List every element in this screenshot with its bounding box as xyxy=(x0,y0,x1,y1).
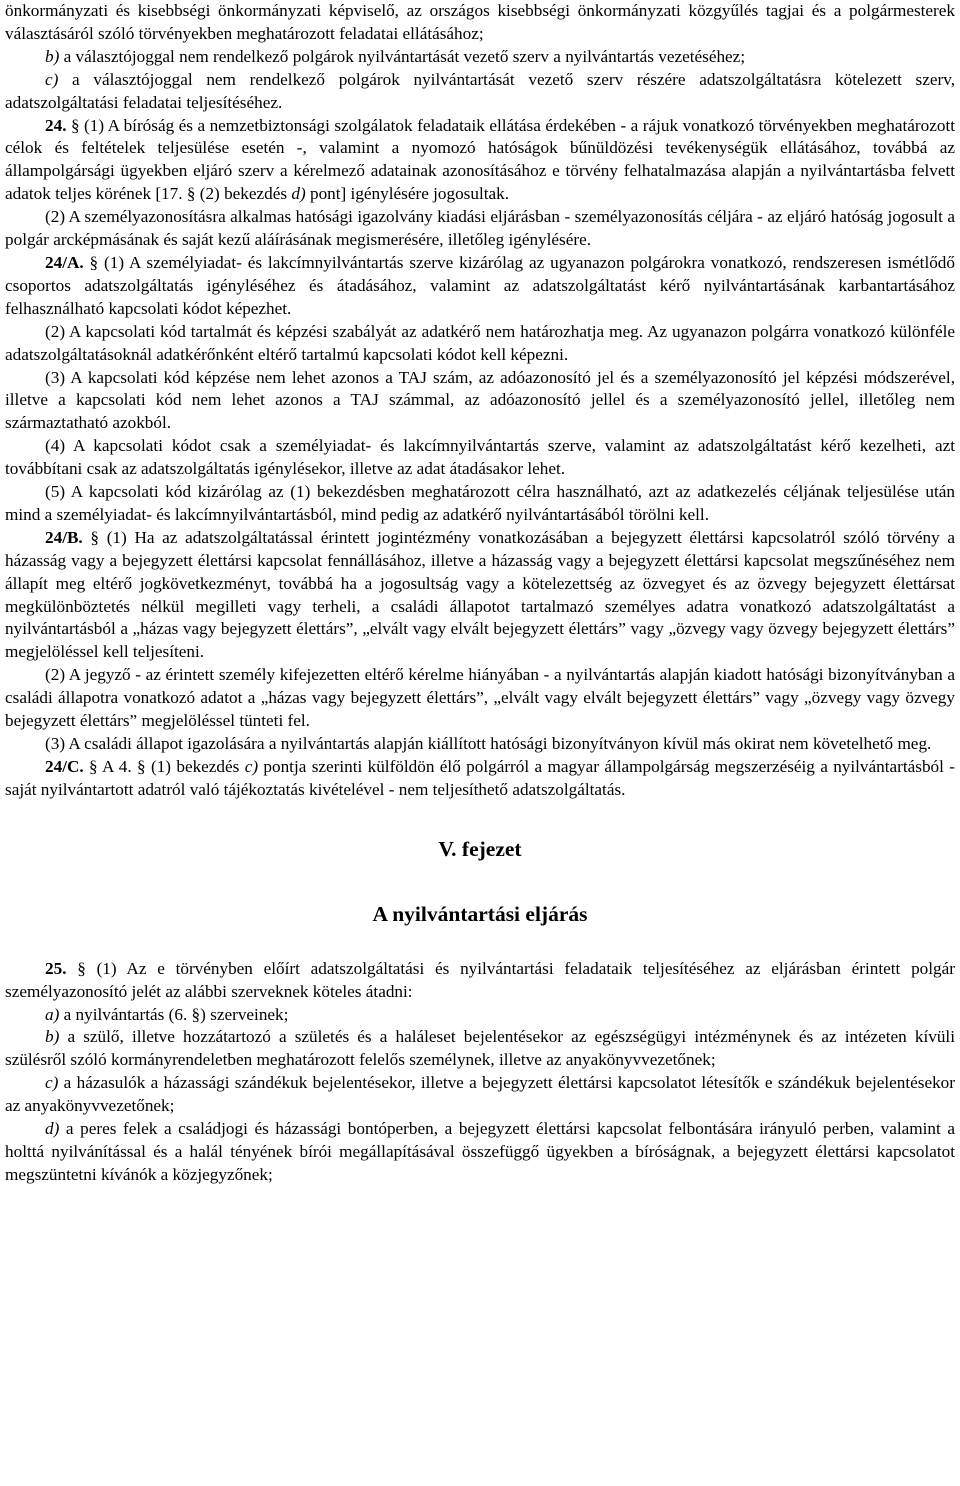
paragraph xyxy=(5,664,955,733)
point-label: c) xyxy=(45,69,59,89)
paragraph xyxy=(5,435,955,481)
section-number: 24/B. xyxy=(45,527,83,547)
paragraph-text: pont] igénylésére jogosultak. xyxy=(305,184,510,204)
paragraph xyxy=(5,69,955,115)
paragraph xyxy=(5,206,955,252)
section-number: 24. xyxy=(45,115,67,135)
paragraph-text: (5) A kapcsolati kód kizárólag az (1) bekezdésben meghatározott célra használható, azt az adatkezelés céljának teljesülése után mind a személyiadat- és lakcímnyilvántartásból, mind pedig az adatkérő nyilvántartásából törölni kell. xyxy=(5,482,955,524)
section-after-chapter xyxy=(5,958,955,1187)
chapter-number: V. fejezet xyxy=(438,836,522,861)
paragraph xyxy=(5,1004,955,1027)
paragraph-text: § (1) A bíróság és a nemzetbiztonsági szolgálatok feladataik ellátása érdekében - a rájuk vonatkozó törvényekben meghatározott célok és feltételek teljesülése esetén -, valamint a nyomozó hatóságok bűnüldözési tevékenységük ellátásához, továbbá az állampolgársági ügyekben eljáró szerv a kérelmező adatainak azonosításához e törvény felhatalmazása alapján a nyilvántartásba felvett adatok teljes körének [17. § (2) bekezdés xyxy=(5,115,955,204)
point-label: b) xyxy=(45,1027,60,1047)
paragraph-text: § (1) Ha az adatszolgáltatással érintett jogintézmény vonatkozásában a bejegyzett élettársi kapcsolatról szóló törvény a házasság vagy a bejegyzett élettársi kapcsolat fennállásához, illetve a házasság vagy a bejegyzett élettársi kapcsolat megszűnéséhez nem állapít meg eltérő jogkövetkezményt, továbbá ha a jogosultság vagy a kötelezettség az özvegyet és az özvegy bejegyzett élettársat megkülönböztetés nélkül megilleti vagy terheli, a családi állapotot tartalmazó személyes adatra vonatkozó adatszolgáltatást a nyilvántartásból a „házas vagy bejegyzett élettárs”, „elvált vagy elvált bejegyzett élettárs” vagy „özvegy vagy özvegy bejegyzett élettárs” megjelöléssel kell teljesíteni. xyxy=(5,527,955,662)
paragraph xyxy=(5,0,955,46)
paragraph-text: § A 4. § (1) bekezdés xyxy=(83,756,245,776)
paragraph xyxy=(5,1118,955,1187)
paragraph xyxy=(5,115,955,207)
paragraph-text: a szülő, illetve hozzátartozó a születés és a haláleset bejelentésekor az egészségügyi intézménynek és az intézeten kívüli szülésről szóló kormányrendeletben meghatározott felelős személynek, illetve az anyakönyvvezetőnek; xyxy=(5,1027,955,1070)
chapter-title: A nyilvántartási eljárás xyxy=(372,901,588,926)
paragraph-text: a peres felek a családjogi és házassági bontóperben, a bejegyzett élettársi kapcsolat felbontására irányuló perben, valamint a holttá nyilvánítással és a halál tényének bírói megállapításával összefüggő ügyekben a bíróságnak, a bejegyzett élettársi kapcsolatot megszüntetni kívánók a közjegyzőnek; xyxy=(5,1119,955,1184)
point-label: b) xyxy=(45,46,60,66)
paragraph xyxy=(5,756,955,802)
paragraph xyxy=(5,46,955,69)
paragraph xyxy=(5,733,955,756)
paragraph xyxy=(5,958,955,1004)
paragraph xyxy=(5,252,955,321)
section-number: 24/A. xyxy=(45,252,84,272)
paragraph xyxy=(5,321,955,367)
paragraph-text: (2) A kapcsolati kód tartalmát és képzési szabályát az adatkérő nem határozhatja meg. Az ugyanazon polgárra vonatkozó különféle adatszolgáltatásoknál adatkérőnként eltérő tartalmú kapcsolati kódot kell képezni. xyxy=(5,321,955,364)
section-number: 25. xyxy=(45,958,67,978)
paragraph-text: a házasulók a házassági szándékuk bejelentésekor, illetve a bejegyzett élettársi kapcsolatot létesítők e szándékuk bejelentésekor az anyakönyvvezetőnek; xyxy=(5,1073,955,1116)
paragraph xyxy=(5,527,955,664)
point-label: c) xyxy=(244,756,259,776)
section-number: 24/C. xyxy=(45,756,84,776)
paragraph-text: (2) A jegyző - az érintett személy kifejezetten eltérő kérelme hiányában - a nyilvántartás alapján kiadott hatósági bizonyítványban a családi állapotra vonatkozó adatot a „házas vagy bejegyzett élettárs”, „elvált vagy elvált bejegyzett élettárs” vagy „özvegy vagy özvegy bejegyzett élettárs” megjelöléssel tünteti fel. xyxy=(5,665,955,731)
paragraph-text: a választójoggal nem rendelkező polgárok nyilvántartását vezető szerv részére adatszolgáltatásra kötelezett szerv, adatszolgáltatási feladatai teljesítéséhez. xyxy=(5,69,955,112)
point-label: d) xyxy=(291,184,306,204)
paragraph xyxy=(5,481,955,527)
section-before-chapter xyxy=(5,0,955,802)
paragraph-text: (2) A személyazonosításra alkalmas hatósági igazolvány kiadási eljárásban - személyazonosítás céljára - az eljáró hatóság jogosult a polgár arcképmásának és saját kezű aláírásának megismerésére, illetőleg igénylésére. xyxy=(5,207,955,250)
paragraph-text: (3) A kapcsolati kód képzése nem lehet azonos a TAJ szám, az adóazonosító jel és a személyazonosító jel képzési módszerével, illetve a kapcsolati kód nem lehet azonos a TAJ számmal, az adóazonosító jellel és a személyazonosító jellel, illetőleg nem származtatható azokból. xyxy=(5,367,955,433)
paragraph-text: § (1) A személyiadat- és lakcímnyilvántartás szerve kizárólag az ugyanazon polgárokra vonatkozó, rendszeresen ismétlődő csoportos adatszolgáltatás igényléséhez és átadásához, valamint az adatszolgáltatást kérő nyilvántartásának karbantartásához felhasználható kapcsolati kódot képezhet. xyxy=(5,252,955,318)
paragraph-text: pontja szerinti külföldön élő polgárról a magyar állampolgárság megszerzéséig a nyilvántartásból - saját nyilvántartott adatról való tájékoztatás kivételével - nem teljesíthető adatszolgáltatás. xyxy=(5,756,955,799)
paragraph-text: § (1) Az e törvényben előírt adatszolgáltatási és nyilvántartási feladataik teljesítéséhez az eljárásban érintett polgár személyazonosító jelét az alábbi szerveknek köteles átadni: xyxy=(5,958,955,1001)
point-label: c) xyxy=(45,1073,59,1093)
point-label: a) xyxy=(45,1004,60,1024)
point-label: d) xyxy=(45,1119,60,1139)
paragraph xyxy=(5,1072,955,1118)
paragraph-text: (3) A családi állapot igazolására a nyilvántartás alapján kiállított hatósági bizonyítványon kívül más okirat nem követelhető meg. xyxy=(45,734,932,753)
paragraph xyxy=(5,367,955,436)
paragraph-text: önkormányzati és kisebbségi önkormányzati képviselő, az országos kisebbségi önkormányzati közgyűlés tagjai és a polgármesterek választásáról szóló törvényekben meghatározott feladatai ellátásához; xyxy=(5,1,955,43)
paragraph-text: (4) A kapcsolati kódot csak a személyiadat- és lakcímnyilvántartás szerve, valamint az adatszolgáltatást kérő kezelheti, azt továbbítani csak az adatszolgáltatás igénylésekor, illetve az adat átadásakor lehet. xyxy=(5,436,955,479)
paragraph xyxy=(5,1026,955,1072)
paragraph-text: a nyilvántartás (6. §) szerveinek; xyxy=(59,1004,289,1024)
paragraph-text: a választójoggal nem rendelkező polgárok nyilvántartását vezető szerv a nyilvántartás vezetéséhez; xyxy=(59,46,746,66)
